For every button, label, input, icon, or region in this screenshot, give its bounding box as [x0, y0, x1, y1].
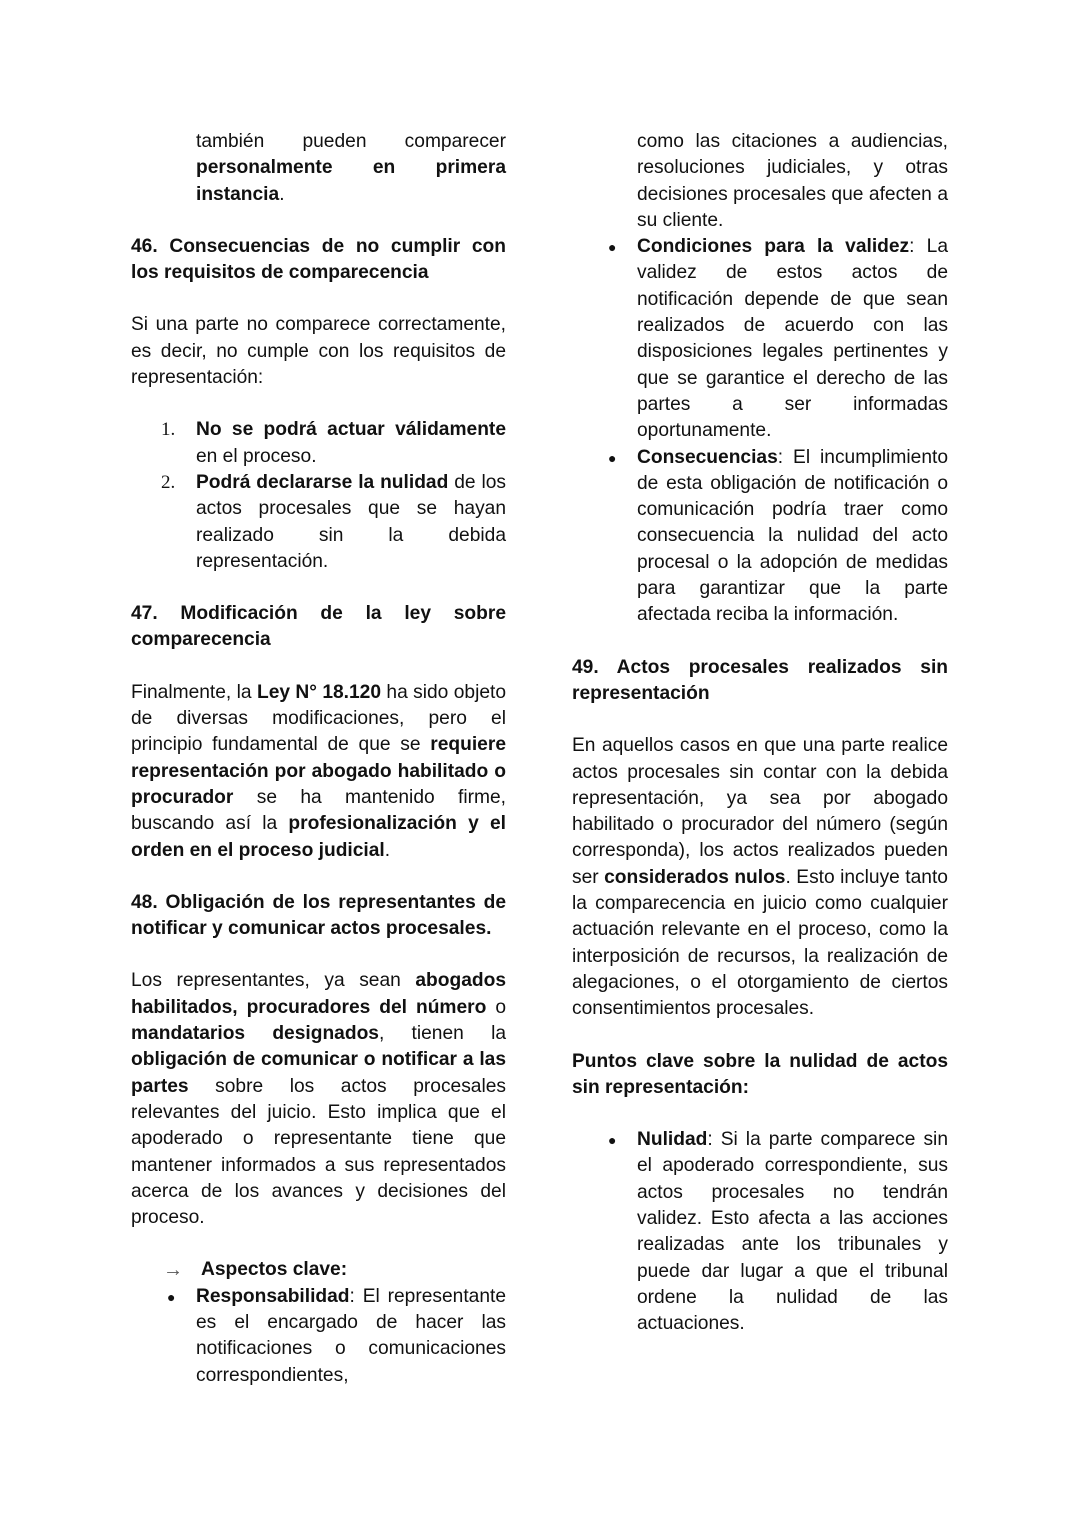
- text-run: : La validez de estos actos de notificación depende de que sean realizados de acuerdo con las disposiciones legales pertinentes y que se garantice el derecho de las partes a ser informadas oportunamente.: [637, 236, 948, 442]
- right-column: [572, 129, 948, 1337]
- bullet-list-item: [572, 1127, 948, 1337]
- bullet-icon: ●: [608, 1132, 617, 1149]
- section-46-intro: Si una parte no comparece correctamente, es decir, no cumple con los requisitos de representación:: [131, 314, 506, 389]
- section-48-paragraph: [131, 968, 506, 1231]
- text-run: . Esto incluye tanto la comparecencia en juicio como cualquier actuación relevante en el proceso, como la interposición de recursos, la realización de alegaciones, o el otorgamiento de ciertos consentimientos procesales.: [572, 866, 948, 1020]
- text-run: : Si la parte comparece sin el apoderado correspondiente, sus actos procesales no tendrán validez. Esto afecta a las acciones realizadas ante los tribunales y puede dar lugar a que el tribunal ordene la nulidad de las actuaciones.: [637, 1129, 948, 1335]
- bullet-icon: ●: [608, 449, 617, 466]
- bold-run: profesionalización y el orden en el proceso judicial: [131, 813, 506, 861]
- section-48-heading: 48. Obligación de los representantes de notificar y comunicar actos procesales.: [131, 891, 506, 940]
- text-run: En aquellos casos en que una parte realice actos procesales sin contar con la debida representación, ya sea por abogado habilitado o procurador del número (según corresponda), los actos realizados pueden ser: [572, 735, 948, 888]
- text-run: en el proceso.: [196, 445, 317, 467]
- continued-bullet-text: como las citaciones a audiencias, resoluciones judiciales, y otras decisiones procesales que afecten a su cliente.: [637, 131, 948, 231]
- bullet-icon: ●: [167, 1288, 176, 1305]
- section-46-heading: 46. Consecuencias de no cumplir con los requisitos de comparecencia: [131, 235, 506, 284]
- list-number: 2.: [161, 471, 176, 493]
- bold-run: Nulidad: [637, 1129, 708, 1151]
- text-run: de los actos procesales que se hayan realizado sin la debida representación.: [196, 471, 506, 572]
- bullet-list-item: [572, 445, 948, 629]
- text-run: Finalmente, la: [131, 681, 257, 703]
- bold-run: Aspectos clave:: [201, 1259, 348, 1281]
- bold-run: considerados nulos: [604, 866, 786, 888]
- text-run: : El incumplimiento de esta obligación de notificación o comunicación podría traer como consecuencia la nulidad del acto procesal o la adopción de medidas para garantizar que la parte afectada reciba la información.: [637, 446, 948, 626]
- bold-run: mandatarios designados: [131, 1023, 379, 1045]
- text-run: , tienen la: [378, 1023, 506, 1045]
- key-points-heading: Puntos clave sobre la nulidad de actos sin representación:: [572, 1050, 948, 1098]
- text-run: Los representantes, ya sean: [131, 970, 416, 992]
- text-run: se ha mantenido firme, buscando así la: [131, 786, 506, 835]
- bold-run: Ley N° 18.120: [256, 681, 382, 703]
- bullet-icon: ●: [608, 239, 617, 256]
- bold-run: Condiciones para la validez: [637, 236, 910, 258]
- section-47-heading: 47. Modificación de la ley sobre comparecencia: [131, 603, 506, 651]
- bullet-list-item: [131, 1284, 506, 1389]
- text-run: : El representante es el encargado de hacer las notificaciones o comunicaciones correspondientes,: [196, 1285, 506, 1386]
- text-run: o: [486, 996, 506, 1018]
- numbered-list-item: [131, 470, 506, 575]
- section-47-paragraph: [131, 680, 506, 864]
- bold-run: Podrá declararse la nulidad: [196, 471, 449, 493]
- section-49-heading: 49. Actos procesales realizados sin representación: [572, 656, 948, 704]
- text-run: sobre los actos procesales relevantes del juicio. Esto implica que el apoderado o representante tiene que mantener informados a sus representados acerca de los avances y decisiones del proceso.: [131, 1075, 506, 1229]
- text-run: también pueden comparecer: [196, 131, 506, 152]
- arrow-list-item: [131, 1257, 506, 1283]
- section-49-paragraph: [572, 733, 948, 1022]
- bullet-list-item: [572, 234, 948, 444]
- continued-list-item: [131, 129, 506, 208]
- bold-run: Consecuencias: [637, 446, 778, 468]
- bold-run: No se podrá actuar válidamente: [196, 419, 506, 441]
- text-run: ha sido objeto de diversas modificaciones, pero el principio fundamental de que se: [131, 681, 507, 756]
- arrow-right-icon: →: [163, 1259, 183, 1282]
- bold-run: abogados habilitados, procuradores del número: [131, 970, 506, 1018]
- left-column: [131, 129, 506, 1389]
- text-run: .: [384, 839, 391, 861]
- list-number: 1.: [161, 419, 176, 441]
- bold-run: requiere representación por abogado habilitado o procurador: [131, 734, 506, 808]
- text-run: .: [279, 183, 285, 205]
- bold-run: obligación de comunicar o notificar a las partes: [131, 1049, 506, 1097]
- bold-run: personalmente en primera instancia: [196, 157, 506, 205]
- numbered-list-item: [131, 417, 506, 470]
- bold-run: Responsabilidad: [196, 1285, 350, 1307]
